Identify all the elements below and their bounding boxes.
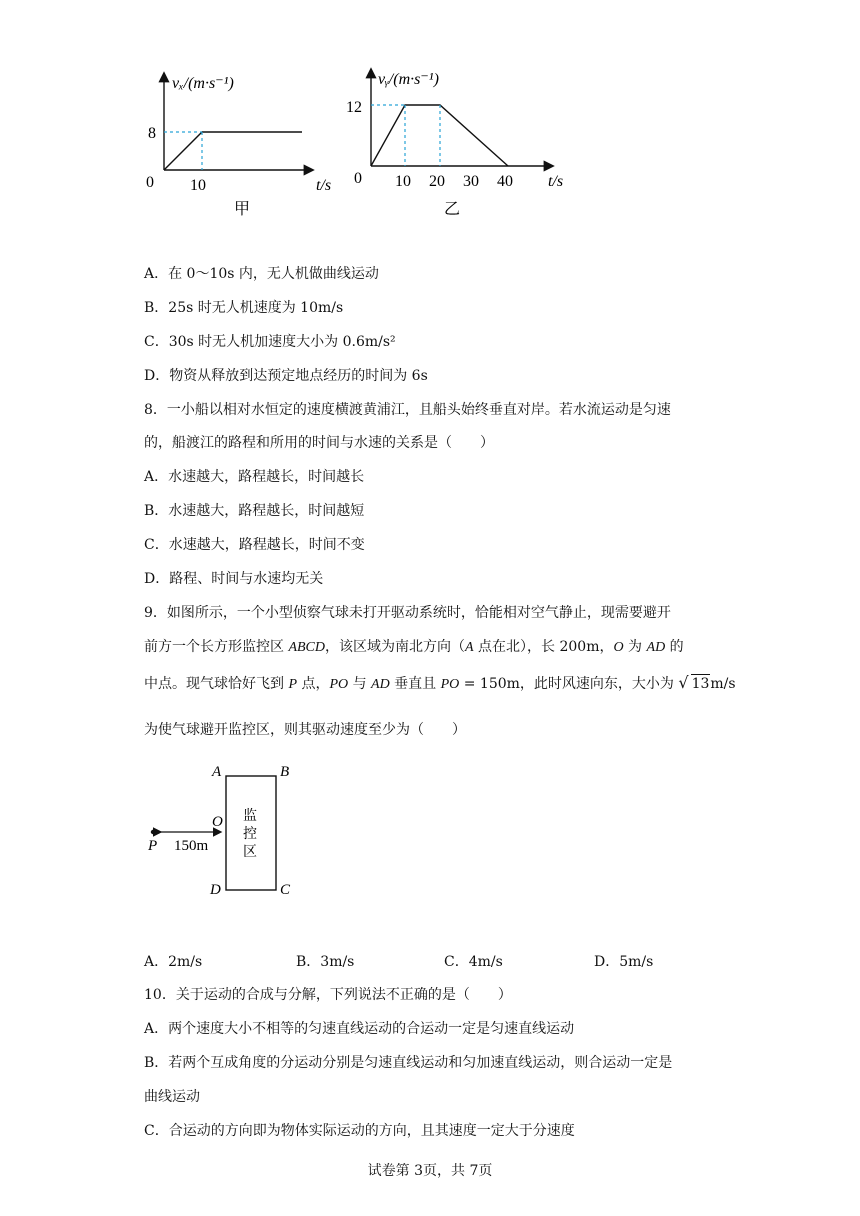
yi-x-tick: 20 [429, 173, 445, 190]
yi-x-tick: 30 [463, 173, 479, 190]
q9-math: PO [329, 677, 349, 692]
jia-x-tick: 10 [190, 177, 206, 194]
q9-text: 前方一个长方形监控区 [144, 639, 289, 655]
label-P: P [148, 838, 158, 854]
q9-option-c: C．4m/s [444, 954, 503, 970]
q9-text: 点在北），长 200m， [473, 639, 614, 655]
q9-text: 垂直且 [389, 676, 441, 692]
q9-stem-line1: 9．如图所示，一个小型侦察气球未打开驱动系统时，恰能相对空气静止，现需要避开 [144, 605, 671, 621]
q9-text: ，该区域为南北方向（ [325, 639, 466, 655]
q9-text: 的 [665, 639, 684, 655]
distance-label: 150m [174, 838, 209, 854]
yi-x-tick: 40 [497, 173, 513, 190]
page-footer: 试卷第 3页，共 7页 [367, 1163, 493, 1179]
q9-text: m/s [710, 676, 736, 692]
q9-option-d: D．5m/s [594, 954, 654, 970]
yi-caption: 乙 [444, 201, 461, 218]
q10-option-b-line1: B．若两个互成角度的分运动分别是匀速直线运动和匀加速直线运动，则合运动一定是 [144, 1055, 673, 1071]
q9-math: P [288, 677, 298, 692]
yi-x-tick: 10 [395, 173, 411, 190]
q9-math: AD [371, 677, 390, 692]
yi-y-label: vᵧ/(m·s⁻¹) [378, 71, 439, 88]
jia-y-label: vₓ/(m·s⁻¹) [172, 75, 234, 92]
q9-stem-line4: 为使气球避开监控区，则其驱动速度至少为（ ） [144, 722, 466, 738]
q8-option-b: B．水速越大，路程越长，时间越短 [144, 503, 365, 519]
label-C: C [280, 882, 291, 898]
point-P [151, 830, 155, 834]
graph-jia [146, 74, 331, 218]
velocity-graphs [0, 0, 860, 230]
q9-stem-line3 [144, 673, 736, 695]
q8-option-a: A．水速越大，路程越长，时间越长 [144, 469, 365, 485]
q9-math: A [465, 640, 474, 655]
q7-option-b: B．25s 时无人机速度为 10m/s [144, 300, 344, 316]
q9-math: ABCD [288, 640, 326, 655]
q9-math: O [613, 640, 624, 655]
label-A: A [212, 764, 222, 780]
label-D: D [210, 882, 221, 898]
jia-velocity-line [164, 132, 302, 170]
region-char-3: 区 [243, 845, 257, 860]
region-char-1: 监 [243, 809, 257, 824]
q7-option-a: A．在 0～10s 内，无人机做曲线运动 [144, 266, 379, 282]
q9-option-b: B．3m/s [296, 954, 355, 970]
q9-math: PO [440, 677, 460, 692]
q9-text: 为 [623, 639, 647, 655]
q10-option-c: C．合运动的方向即为物体实际运动的方向，且其速度一定大于分速度 [144, 1123, 575, 1139]
yi-x-label: t/s [548, 173, 564, 190]
q7-option-d: D．物资从释放到达预定地点经历的时间为 6s [144, 368, 428, 384]
q8-option-d: D．路程、时间与水速均无关 [144, 571, 324, 587]
jia-origin: 0 [146, 174, 154, 191]
graph-yi [346, 70, 563, 218]
q9-text: 中点。现气球恰好飞到 [144, 676, 289, 692]
q9-text: = 150m，此时风速向东，大小为 [459, 676, 679, 692]
q10-option-b-line2: 曲线运动 [144, 1089, 200, 1105]
q8-stem-line1: 8．一小船以相对水恒定的速度横渡黄浦江，且船头始终垂直对岸。若水流运动是匀速 [144, 402, 671, 418]
sqrt-sign: √ [678, 673, 689, 692]
q9-text: 点， [297, 676, 330, 692]
q9-option-a: A．2m/s [144, 954, 203, 970]
yi-y-tick: 12 [346, 99, 362, 116]
jia-y-tick: 8 [148, 125, 156, 142]
q7-option-c: C．30s 时无人机加速度大小为 0.6m/s² [144, 334, 396, 350]
q10-stem: 10．关于运动的合成与分解，下列说法不正确的是（ ） [144, 987, 512, 1003]
q9-stem-line2 [144, 637, 684, 658]
q8-stem-line2: 的，船渡江的路程和所用的时间与水速的关系是（ ） [144, 435, 494, 451]
jia-x-label: t/s [316, 177, 332, 194]
q9-diagram [140, 760, 340, 900]
q9-radicand: 13 [691, 676, 710, 692]
label-O: O [212, 814, 223, 830]
q8-option-c: C．水速越大，路程越长，时间不变 [144, 537, 365, 553]
jia-caption: 甲 [234, 201, 251, 218]
yi-origin: 0 [354, 170, 362, 187]
q9-math: AD [646, 640, 666, 655]
label-B: B [280, 764, 290, 780]
q9-text: 与 [348, 676, 372, 692]
q10-option-a: A．两个速度大小不相等的匀速直线运动的合运动一定是匀速直线运动 [144, 1021, 575, 1037]
region-char-2: 控 [243, 827, 257, 842]
